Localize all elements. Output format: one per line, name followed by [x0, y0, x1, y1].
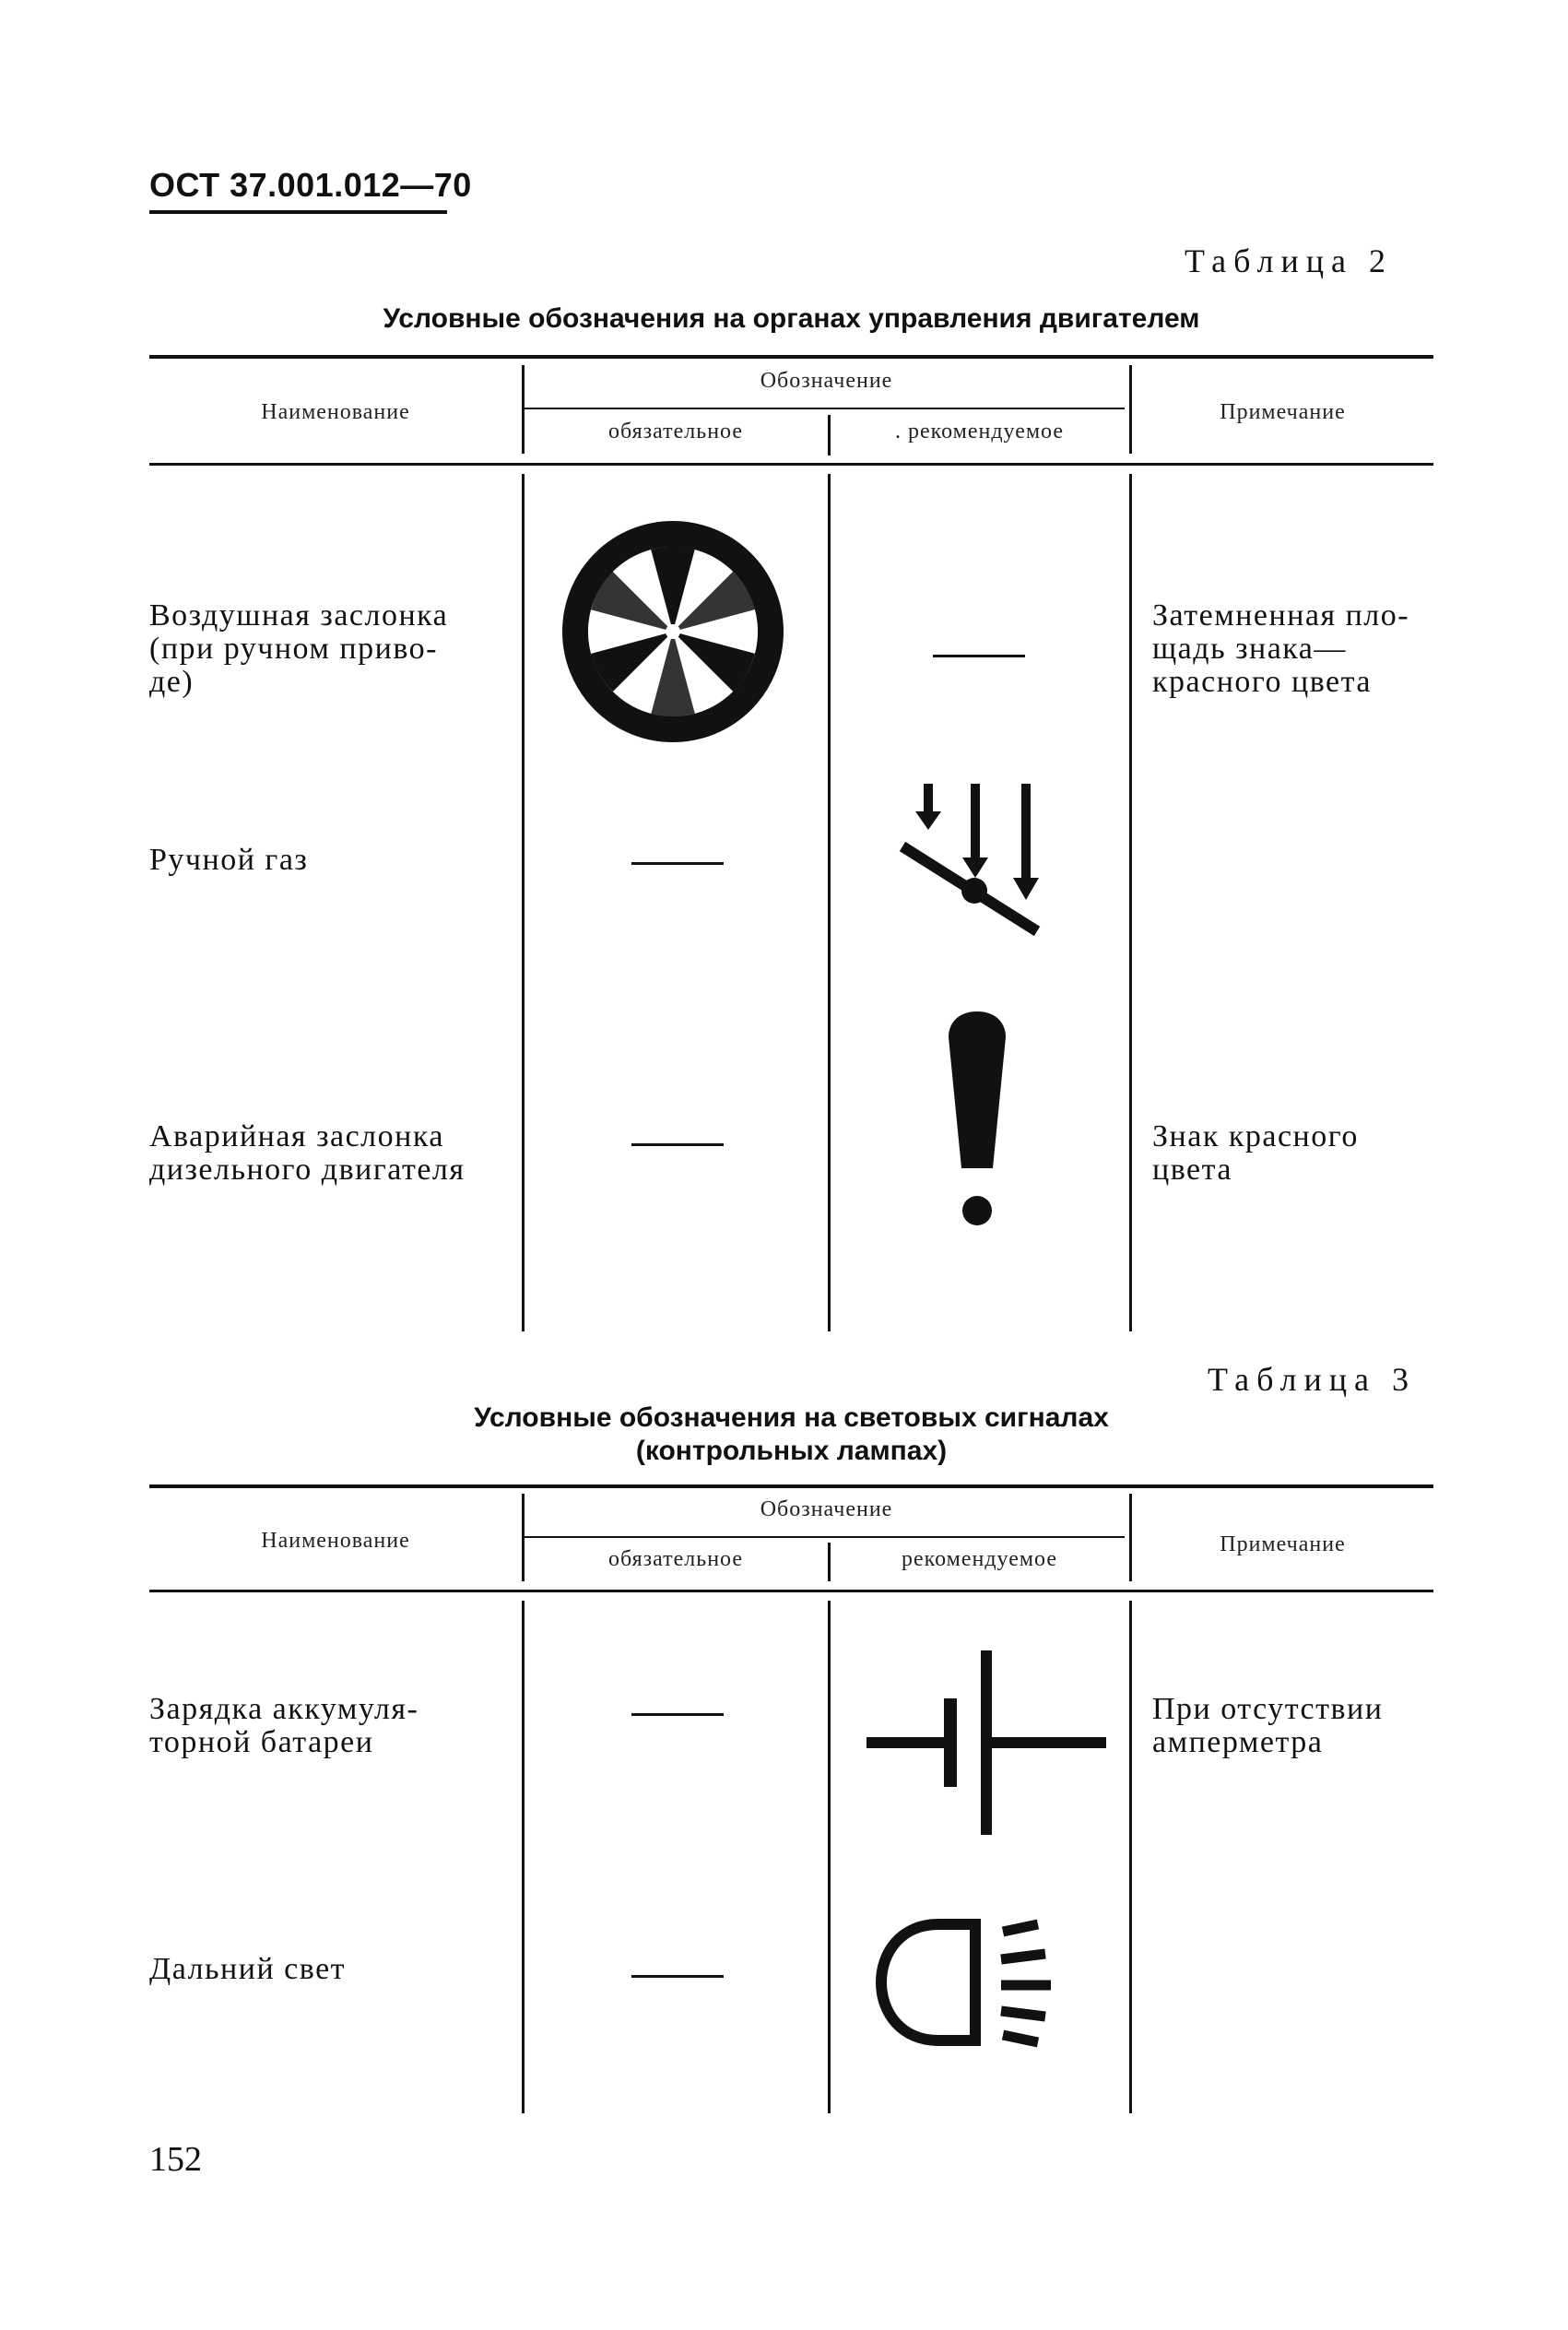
header-underline: [149, 210, 447, 214]
name-line: Ручной газ: [149, 843, 309, 877]
empty-dash: [631, 1143, 724, 1146]
table2-header-note: Примечание: [1220, 400, 1346, 424]
high-beam-icon: [874, 1913, 1095, 2052]
note-line: Знак красного: [1152, 1119, 1359, 1153]
name-line: де): [149, 665, 195, 699]
table2-header-name: Наименование: [261, 400, 410, 424]
table2-top-rule: [149, 355, 1433, 359]
table2-vline: [1129, 474, 1132, 1331]
table3-vline: [828, 1601, 831, 2113]
table2-label: Таблица 2: [1185, 242, 1393, 279]
table-row-name: [149, 844, 518, 877]
table3-header-designation: Обозначение: [760, 1497, 893, 1521]
table-row-name: [149, 599, 518, 699]
name-line: (при ручном приво-: [149, 632, 438, 666]
document-code: ОСТ 37.001.012—70: [149, 166, 472, 204]
table3-header-name: Наименование: [261, 1529, 410, 1553]
note-line: При отсутствии: [1152, 1692, 1384, 1726]
note-line: щадь знака—: [1152, 632, 1347, 666]
note-line: Затемненная пло-: [1152, 598, 1410, 633]
empty-dash: [631, 1975, 724, 1978]
name-line: торной батареи: [149, 1725, 374, 1759]
hand-throttle-icon: [890, 775, 1055, 950]
empty-dash: [631, 1713, 724, 1716]
table2-header-rule: [149, 463, 1433, 466]
table2-title: Условные обозначения на органах управления двигателем: [383, 303, 1200, 334]
name-line: Зарядка аккумуля-: [149, 1692, 419, 1726]
table3-title: [149, 1402, 1433, 1468]
name-line: дизельного двигателя: [149, 1153, 466, 1187]
table3-designation-rule: [524, 1536, 1125, 1538]
empty-dash: [631, 862, 724, 865]
note-line: красного цвета: [1152, 665, 1372, 699]
table3-vline: [522, 1601, 525, 2113]
table3-header-recommended: рекомендуемое: [902, 1547, 1057, 1571]
choke-wheel-icon: [558, 516, 788, 747]
exclamation-icon: [945, 1010, 1009, 1231]
table2-designation-rule: [524, 408, 1125, 409]
table2-header-recommended: . рекомендуемое: [895, 420, 1064, 444]
battery-icon: [867, 1650, 1106, 1835]
table2-header-mandatory: обязательное: [607, 420, 743, 444]
name-line: Дальний свет: [149, 1952, 347, 1986]
note-line: амперметра: [1152, 1725, 1324, 1759]
table3-label: Таблица 3: [1208, 1361, 1416, 1398]
table2-header-designation: Обозначение: [760, 369, 893, 393]
note-line: цвета: [1152, 1153, 1233, 1187]
table3-header-rule: [149, 1590, 1433, 1592]
table3-header-note: Примечание: [1220, 1532, 1346, 1556]
empty-dash: [933, 655, 1025, 657]
table-row-note: [1152, 599, 1433, 699]
page-number: 152: [149, 2140, 202, 2179]
table-row-name: [149, 1953, 518, 1986]
title-line: Условные обозначения на световых сигналах: [474, 1402, 1109, 1433]
table2-vline: [828, 474, 831, 1331]
table-row-note: [1152, 1693, 1433, 1759]
table-row-note: [1152, 1120, 1433, 1187]
table3-top-rule: [149, 1484, 1433, 1488]
title-line: (контрольных лампах): [635, 1436, 948, 1466]
table3-vline: [1129, 1601, 1132, 2113]
table-row-name: [149, 1693, 518, 1759]
table3-header-mandatory: обязательное: [607, 1547, 743, 1571]
name-line: Воздушная заслонка: [149, 598, 449, 633]
table2-vline: [522, 474, 525, 1331]
name-line: Аварийная заслонка: [149, 1119, 444, 1153]
table-row-name: [149, 1120, 518, 1187]
